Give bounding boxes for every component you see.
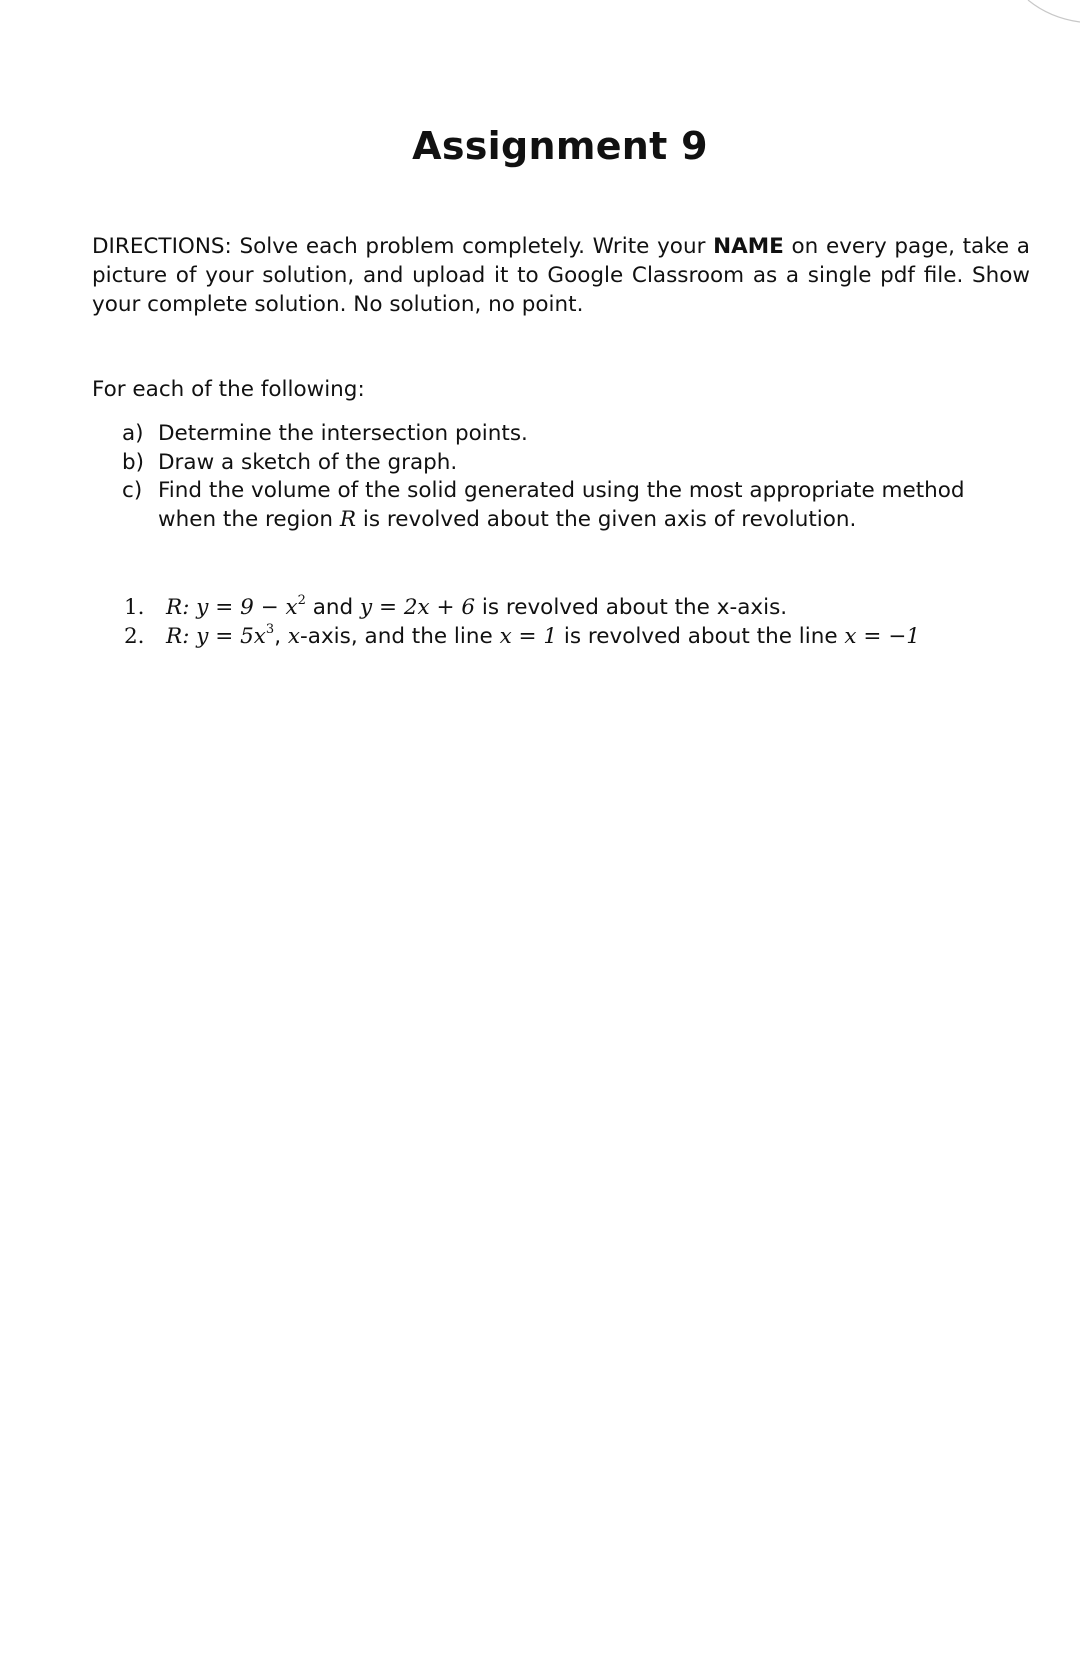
task-item [122,420,1022,449]
task-math-region: R [339,506,357,532]
directions-emphasis: NAME [713,234,784,259]
problem-exponent: 2 [297,592,306,608]
problem-equation-1: y = 5x [196,624,266,649]
task-text: Determine the intersection points. [158,421,528,446]
directions-paragraph [92,232,1030,319]
problem-number: 1. [124,595,145,620]
problem-number: 2. [124,624,145,649]
task-list [122,420,1022,534]
task-item [122,449,1022,478]
problem-tail: is revolved about the x-axis. [475,595,788,620]
problem-list [124,593,1024,651]
problem-joiner: and [305,595,361,620]
page-title: Assignment 9 [412,124,708,168]
directions-suffix: on every page, take a picture of your solution, and upload it to Google Classroom as a single pdf file. Show your complete solution. No solution, no point. [92,234,1030,317]
task-text: Draw a sketch of the graph. [158,449,458,475]
directions-prefix: DIRECTIONS: Solve each problem completely. Write your [92,234,714,259]
problem-tail: is revolved about the line [557,624,845,649]
problem-axis-var: x [287,624,301,649]
page-corner-curl [1020,0,1080,40]
problem-equation-2: y = 2x + 6 [360,595,476,620]
problem-equation-1: y = 9 − x [196,595,298,620]
problem-item [124,593,1024,622]
problem-region: R: [166,595,190,620]
problem-item [124,622,1024,651]
task-item [122,477,1022,534]
task-marker: c) [122,478,143,503]
task-text-before: Find the volume of the solid generated using the most appropriate method when the region [158,478,965,532]
task-text-after: is revolved about the given axis of revolution. [356,506,857,532]
task-marker: b) [122,449,145,475]
problem-region: R: [166,624,190,649]
problem-equation-3: x = −1 [844,624,920,649]
problem-mid: -axis, and the line [300,624,500,649]
problem-exponent: 3 [265,621,275,637]
task-marker: a) [122,421,144,446]
instructions-intro: For each of the following: [92,377,365,402]
problem-separator: , [274,624,288,649]
problem-equation-2: x = 1 [499,624,558,649]
